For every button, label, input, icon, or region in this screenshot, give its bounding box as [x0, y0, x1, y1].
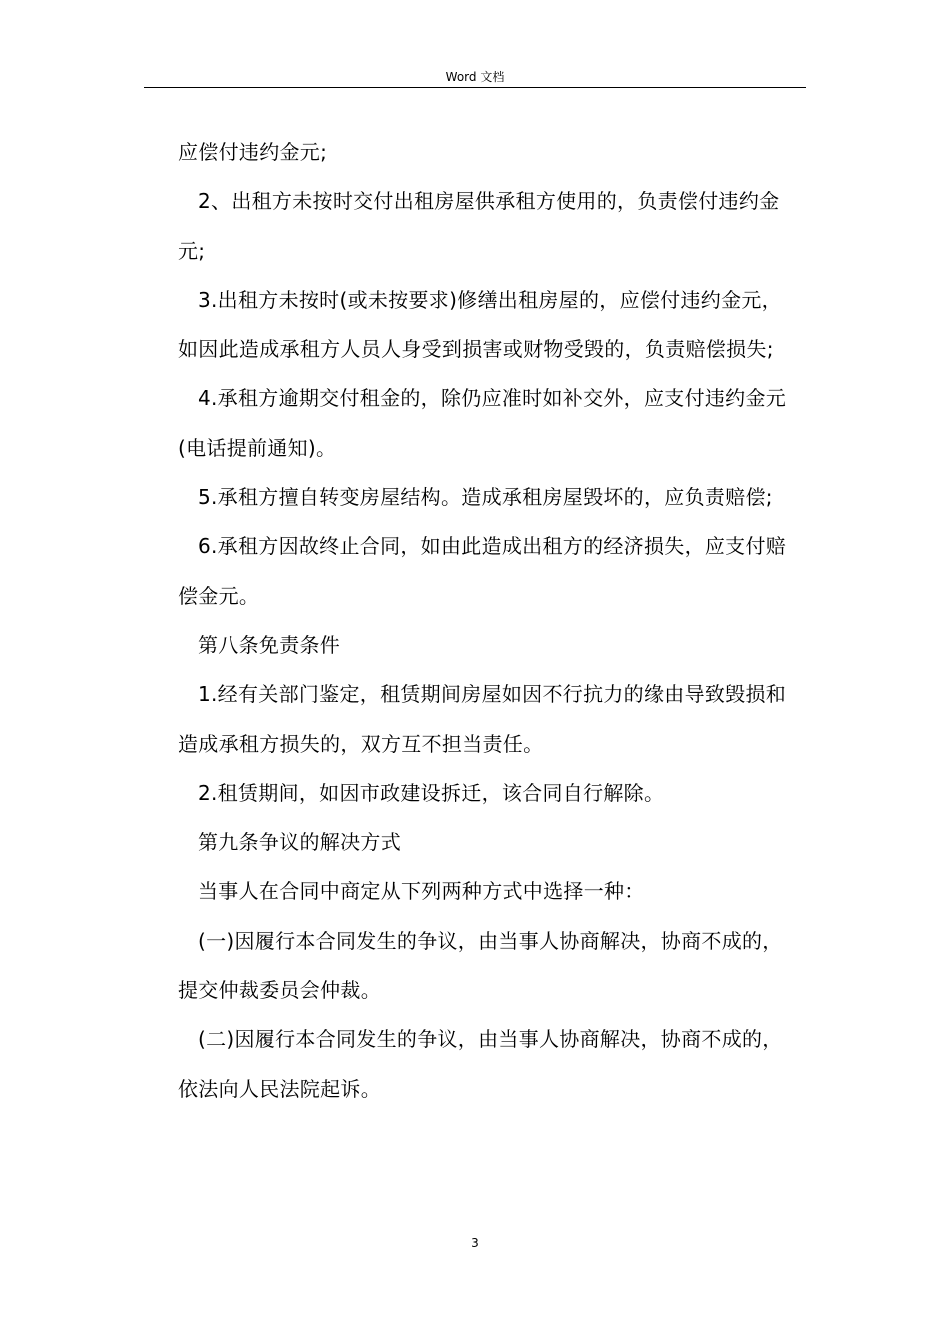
paragraph-clause-6: 6.承租方因故终止合同，如由此造成出租方的经济损失，应支付赔偿金元。 [178, 534, 787, 608]
paragraph-clause-3: 3.出租方未按时(或未按要求)修缮出租房屋的，应偿付违约金元，如因此造成承租方人员人身受到损害或财物受毁的，负责赔偿损失; [178, 287, 782, 362]
section-heading-article-9: 第九条争议的解决方式 [198, 830, 401, 855]
paragraph-exemption-1: 1.经有关部门鉴定，租赁期间房屋如因不行抗力的缘由导致毁损和造成承租方损失的，双方互不担当责任。 [178, 682, 787, 756]
page-header: Word 文档 [445, 70, 505, 84]
paragraph-dispute-option-2: (二)因履行本合同发生的争议，由当事人协商解决，协商不成的，依法向人民法院起诉。 [178, 1027, 783, 1101]
paragraph-dispute-option-1: (一)因履行本合同发生的争议，由当事人协商解决，协商不成的，提交仲裁委员会仲裁。 [178, 928, 783, 1003]
paragraph-clause-4: 4.承租方逾期交付租金的，除仍应准时如补交外，应支付违约金元(电话提前通知)。 [178, 386, 787, 460]
paragraph-dispute-intro: 当事人在合同中商定从下列两种方式中选择一种： [198, 879, 645, 904]
paragraph-clause-2: 2、出租方未按时交付出租房屋供承租方使用的，负责偿付违约金元; [178, 189, 780, 263]
document-body [178, 128, 798, 1114]
paragraph-exemption-2: 2.租赁期间，如因市政建设拆迁，该合同自行解除。 [198, 780, 665, 805]
paragraph-clause-5: 5.承租方擅自转变房屋结构。造成承租房屋毁坏的，应负责赔偿; [198, 485, 773, 510]
header-divider [144, 87, 806, 88]
page-number: 3 [471, 1236, 479, 1250]
section-heading-article-8: 第八条免责条件 [198, 632, 341, 657]
paragraph-continuation: 应偿付违约金元; [178, 140, 328, 164]
